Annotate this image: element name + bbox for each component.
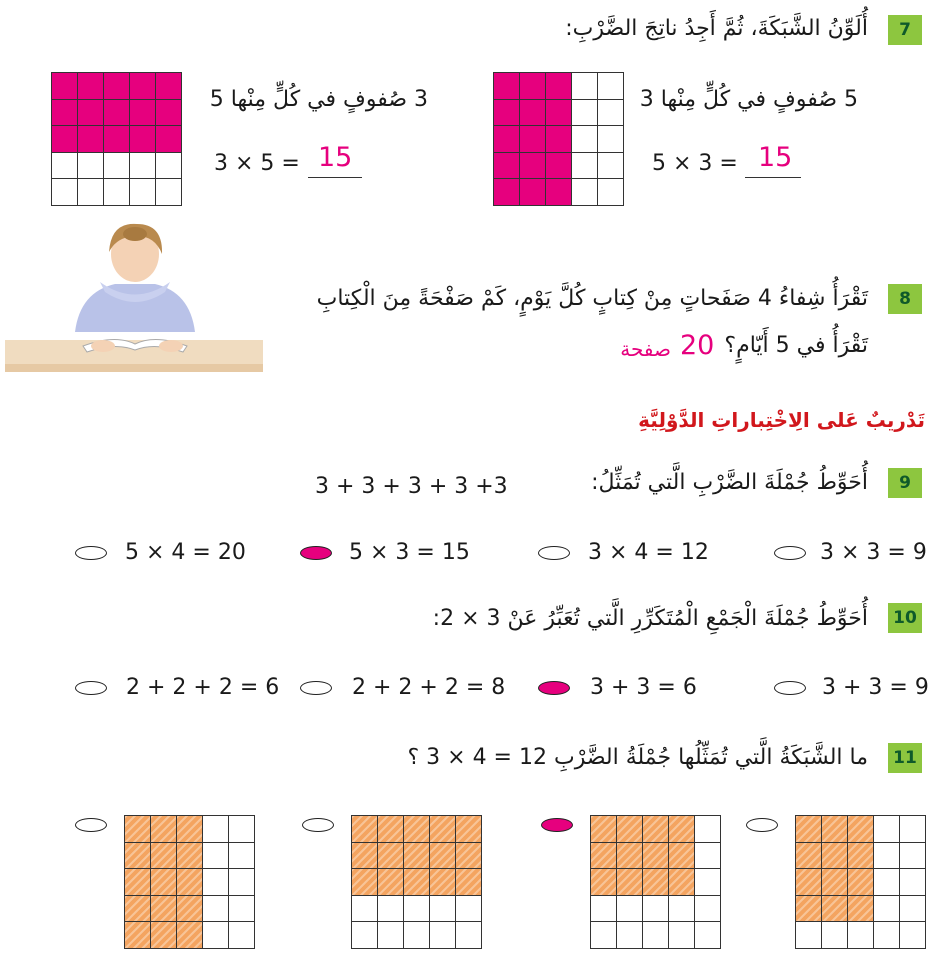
q9-option-2-radio[interactable] bbox=[538, 546, 570, 560]
grid-cell bbox=[177, 869, 203, 896]
question-10-prompt: أُحَوِّطُ جُمْلَةَ الْجَمْعِ الْمُتَكَرِّرِ الَّتي تُعَبِّرُ عَنْ 3 × 2: bbox=[432, 606, 868, 631]
grid-cell bbox=[874, 843, 900, 870]
grid-cell bbox=[669, 869, 695, 896]
q11-option-3-grid[interactable] bbox=[351, 815, 482, 949]
grid-cell bbox=[598, 100, 624, 127]
grid-cell bbox=[494, 126, 520, 153]
grid-cell bbox=[874, 816, 900, 843]
grid-cell bbox=[572, 179, 598, 206]
q10-option-1-label[interactable]: 3 + 3 = 9 bbox=[822, 675, 929, 700]
grid-cell bbox=[695, 922, 721, 949]
grid-cell bbox=[430, 869, 456, 896]
q11-option-1-radio[interactable] bbox=[746, 818, 778, 832]
q10-option-2-label[interactable]: 3 + 3 = 6 bbox=[590, 675, 697, 700]
grid-cell bbox=[151, 843, 177, 870]
question-7-prompt: أُلَوِّنُ الشَّبَكَةَ، ثُمَّ أَجِدُ ناتِجَ الضَّرْبِ: bbox=[565, 16, 868, 41]
grid-cell bbox=[352, 869, 378, 896]
grid-cell bbox=[494, 179, 520, 206]
q9-option-1-label[interactable]: 3 × 3 = 9 bbox=[820, 540, 927, 565]
grid-cell bbox=[52, 179, 78, 206]
grid-cell bbox=[520, 100, 546, 127]
grid-cell bbox=[456, 869, 482, 896]
grid-cell bbox=[125, 869, 151, 896]
q9-option-1-radio[interactable] bbox=[774, 546, 806, 560]
q9-repeated-sum: 3 + 3 + 3 + 3 +3 bbox=[315, 474, 508, 499]
grid-cell bbox=[598, 179, 624, 206]
q11-option-2-radio[interactable] bbox=[541, 818, 573, 832]
grid-cell bbox=[78, 153, 104, 180]
q10-option-4-label[interactable]: 2 + 2 + 2 = 6 bbox=[126, 675, 280, 700]
grid-cell bbox=[430, 843, 456, 870]
grid-cell bbox=[130, 179, 156, 206]
grid-cell bbox=[456, 843, 482, 870]
grid-cell bbox=[643, 922, 669, 949]
question-11-prompt: ما الشَّبَكَةُ الَّتي تُمَثِّلُها جُمْلَةُ الضَّرْبِ 12 = 4 × 3 ؟ bbox=[407, 745, 868, 770]
grid-cell bbox=[104, 100, 130, 127]
q7-left-expression: 3 × 5 = bbox=[214, 151, 300, 176]
q7-right-answer-line bbox=[745, 177, 801, 178]
grid-cell bbox=[404, 843, 430, 870]
grid-cell bbox=[125, 843, 151, 870]
q10-option-4-radio[interactable] bbox=[75, 681, 107, 695]
grid-cell bbox=[430, 896, 456, 923]
grid-cell bbox=[874, 869, 900, 896]
grid-cell bbox=[378, 896, 404, 923]
grid-cell bbox=[104, 179, 130, 206]
question-8-line-1: تَقْرَأُ شِفاءُ 4 صَفَحاتٍ مِنْ كِتابٍ كُلَّ يَوْمٍ، كَمْ صَفْحَةً مِنَ الْكِتابِ bbox=[316, 286, 868, 311]
grid-cell bbox=[796, 869, 822, 896]
grid-cell bbox=[177, 843, 203, 870]
q10-option-1-radio[interactable] bbox=[774, 681, 806, 695]
grid-cell bbox=[695, 816, 721, 843]
q7-left-answer: 15 bbox=[318, 142, 353, 173]
grid-cell bbox=[520, 179, 546, 206]
grid-cell bbox=[52, 126, 78, 153]
question-7-number: 7 bbox=[888, 15, 922, 45]
grid-cell bbox=[643, 869, 669, 896]
grid-cell bbox=[130, 73, 156, 100]
grid-cell bbox=[591, 869, 617, 896]
grid-cell bbox=[900, 896, 926, 923]
grid-cell bbox=[643, 896, 669, 923]
grid-cell bbox=[404, 816, 430, 843]
grid-cell bbox=[378, 816, 404, 843]
grid-cell bbox=[695, 843, 721, 870]
grid-cell bbox=[104, 126, 130, 153]
q11-option-2-grid[interactable] bbox=[590, 815, 721, 949]
grid-cell bbox=[229, 896, 255, 923]
question-8-number: 8 bbox=[888, 284, 922, 314]
grid-cell bbox=[494, 153, 520, 180]
grid-cell bbox=[520, 126, 546, 153]
grid-cell bbox=[669, 816, 695, 843]
grid-cell bbox=[203, 843, 229, 870]
girl-reading-illustration bbox=[5, 222, 263, 372]
grid-cell bbox=[456, 896, 482, 923]
grid-cell bbox=[591, 843, 617, 870]
grid-cell bbox=[156, 126, 182, 153]
grid-cell bbox=[900, 922, 926, 949]
q11-option-4-grid[interactable] bbox=[124, 815, 255, 949]
grid-cell bbox=[695, 869, 721, 896]
grid-cell bbox=[352, 816, 378, 843]
q11-option-4-radio[interactable] bbox=[75, 818, 107, 832]
grid-cell bbox=[546, 100, 572, 127]
q7-right-description: 5 صُفوفٍ في كُلٍّ مِنْها 3 bbox=[639, 87, 858, 112]
grid-cell bbox=[78, 73, 104, 100]
section-title: تَدْريبٌ عَلى الِاخْتِباراتِ الدَّوْلِيَّةِ bbox=[638, 408, 925, 432]
grid-cell bbox=[151, 816, 177, 843]
grid-cell bbox=[591, 816, 617, 843]
grid-cell bbox=[52, 100, 78, 127]
q7-left-grid bbox=[51, 72, 182, 206]
grid-cell bbox=[156, 73, 182, 100]
grid-cell bbox=[125, 896, 151, 923]
grid-cell bbox=[669, 922, 695, 949]
grid-cell bbox=[203, 922, 229, 949]
grid-cell bbox=[796, 896, 822, 923]
grid-cell bbox=[822, 869, 848, 896]
grid-cell bbox=[848, 843, 874, 870]
grid-cell bbox=[156, 100, 182, 127]
grid-cell bbox=[546, 126, 572, 153]
grid-cell bbox=[643, 843, 669, 870]
grid-cell bbox=[130, 153, 156, 180]
grid-cell bbox=[669, 896, 695, 923]
grid-cell bbox=[822, 843, 848, 870]
q7-right-answer: 15 bbox=[758, 142, 793, 173]
grid-cell bbox=[643, 816, 669, 843]
q10-option-2-radio[interactable] bbox=[538, 681, 570, 695]
grid-cell bbox=[203, 896, 229, 923]
grid-cell bbox=[848, 816, 874, 843]
grid-cell bbox=[456, 922, 482, 949]
grid-cell bbox=[151, 922, 177, 949]
grid-cell bbox=[546, 179, 572, 206]
q7-right-expression: 5 × 3 = bbox=[652, 151, 738, 176]
grid-cell bbox=[598, 73, 624, 100]
grid-cell bbox=[177, 816, 203, 843]
grid-cell bbox=[430, 816, 456, 843]
grid-cell bbox=[52, 153, 78, 180]
grid-cell bbox=[572, 153, 598, 180]
q9-option-3-label[interactable]: 5 × 3 = 15 bbox=[349, 540, 470, 565]
q7-right-grid bbox=[493, 72, 624, 206]
question-10-number: 10 bbox=[888, 603, 922, 633]
grid-cell bbox=[78, 179, 104, 206]
grid-cell bbox=[378, 843, 404, 870]
grid-cell bbox=[78, 126, 104, 153]
q8-answer-unit: صفحة bbox=[620, 337, 671, 361]
grid-cell bbox=[546, 153, 572, 180]
grid-cell bbox=[900, 869, 926, 896]
q9-option-4-radio[interactable] bbox=[75, 546, 107, 560]
grid-cell bbox=[874, 922, 900, 949]
grid-cell bbox=[130, 126, 156, 153]
question-8-line-2: تَقْرَأُ في 5 أَيّامٍ؟ bbox=[724, 333, 868, 358]
q10-option-3-label[interactable]: 2 + 2 + 2 = 8 bbox=[352, 675, 506, 700]
grid-cell bbox=[598, 126, 624, 153]
grid-cell bbox=[796, 816, 822, 843]
grid-cell bbox=[156, 179, 182, 206]
grid-cell bbox=[229, 869, 255, 896]
grid-cell bbox=[669, 843, 695, 870]
question-9-prompt: أُحَوِّطُ جُمْلَةَ الضَّرْبِ الَّتي تُمَثِّلُ: bbox=[591, 470, 868, 495]
grid-cell bbox=[796, 843, 822, 870]
grid-cell bbox=[151, 896, 177, 923]
grid-cell bbox=[900, 816, 926, 843]
grid-cell bbox=[177, 896, 203, 923]
grid-cell bbox=[900, 843, 926, 870]
grid-cell bbox=[494, 100, 520, 127]
grid-cell bbox=[104, 73, 130, 100]
grid-cell bbox=[848, 922, 874, 949]
grid-cell bbox=[456, 816, 482, 843]
grid-cell bbox=[404, 896, 430, 923]
question-9-number: 9 bbox=[888, 468, 922, 498]
q9-option-2-label[interactable]: 3 × 4 = 12 bbox=[588, 540, 709, 565]
q11-option-1-grid[interactable] bbox=[795, 815, 926, 949]
grid-cell bbox=[572, 126, 598, 153]
grid-cell bbox=[848, 869, 874, 896]
grid-cell bbox=[156, 153, 182, 180]
grid-cell bbox=[125, 922, 151, 949]
grid-cell bbox=[822, 896, 848, 923]
q11-option-3-radio[interactable] bbox=[302, 818, 334, 832]
grid-cell bbox=[591, 896, 617, 923]
grid-cell bbox=[52, 73, 78, 100]
grid-cell bbox=[546, 73, 572, 100]
grid-cell bbox=[177, 922, 203, 949]
grid-cell bbox=[695, 896, 721, 923]
grid-cell bbox=[494, 73, 520, 100]
grid-cell bbox=[617, 922, 643, 949]
grid-cell bbox=[203, 869, 229, 896]
grid-cell bbox=[229, 816, 255, 843]
grid-cell bbox=[617, 843, 643, 870]
grid-cell bbox=[617, 869, 643, 896]
grid-cell bbox=[352, 843, 378, 870]
grid-cell bbox=[104, 153, 130, 180]
q8-answer-number: 20 bbox=[680, 330, 715, 361]
grid-cell bbox=[125, 816, 151, 843]
grid-cell bbox=[378, 869, 404, 896]
q7-left-description: 3 صُفوفٍ في كُلٍّ مِنْها 5 bbox=[209, 87, 428, 112]
q9-option-3-radio[interactable] bbox=[300, 546, 332, 560]
grid-cell bbox=[404, 922, 430, 949]
grid-cell bbox=[203, 816, 229, 843]
grid-cell bbox=[874, 896, 900, 923]
q7-left-answer-line bbox=[308, 177, 362, 178]
grid-cell bbox=[130, 100, 156, 127]
grid-cell bbox=[822, 922, 848, 949]
grid-cell bbox=[229, 843, 255, 870]
grid-cell bbox=[520, 73, 546, 100]
grid-cell bbox=[848, 896, 874, 923]
grid-cell bbox=[151, 869, 177, 896]
grid-cell bbox=[617, 816, 643, 843]
grid-cell bbox=[378, 922, 404, 949]
grid-cell bbox=[598, 153, 624, 180]
grid-cell bbox=[352, 896, 378, 923]
grid-cell bbox=[822, 816, 848, 843]
grid-cell bbox=[572, 73, 598, 100]
question-11-number: 11 bbox=[888, 743, 922, 773]
q10-option-3-radio[interactable] bbox=[300, 681, 332, 695]
grid-cell bbox=[520, 153, 546, 180]
grid-cell bbox=[404, 869, 430, 896]
grid-cell bbox=[229, 922, 255, 949]
grid-cell bbox=[352, 922, 378, 949]
grid-cell bbox=[430, 922, 456, 949]
q9-option-4-label[interactable]: 5 × 4 = 20 bbox=[125, 540, 246, 565]
grid-cell bbox=[572, 100, 598, 127]
grid-cell bbox=[591, 922, 617, 949]
grid-cell bbox=[78, 100, 104, 127]
grid-cell bbox=[796, 922, 822, 949]
grid-cell bbox=[617, 896, 643, 923]
